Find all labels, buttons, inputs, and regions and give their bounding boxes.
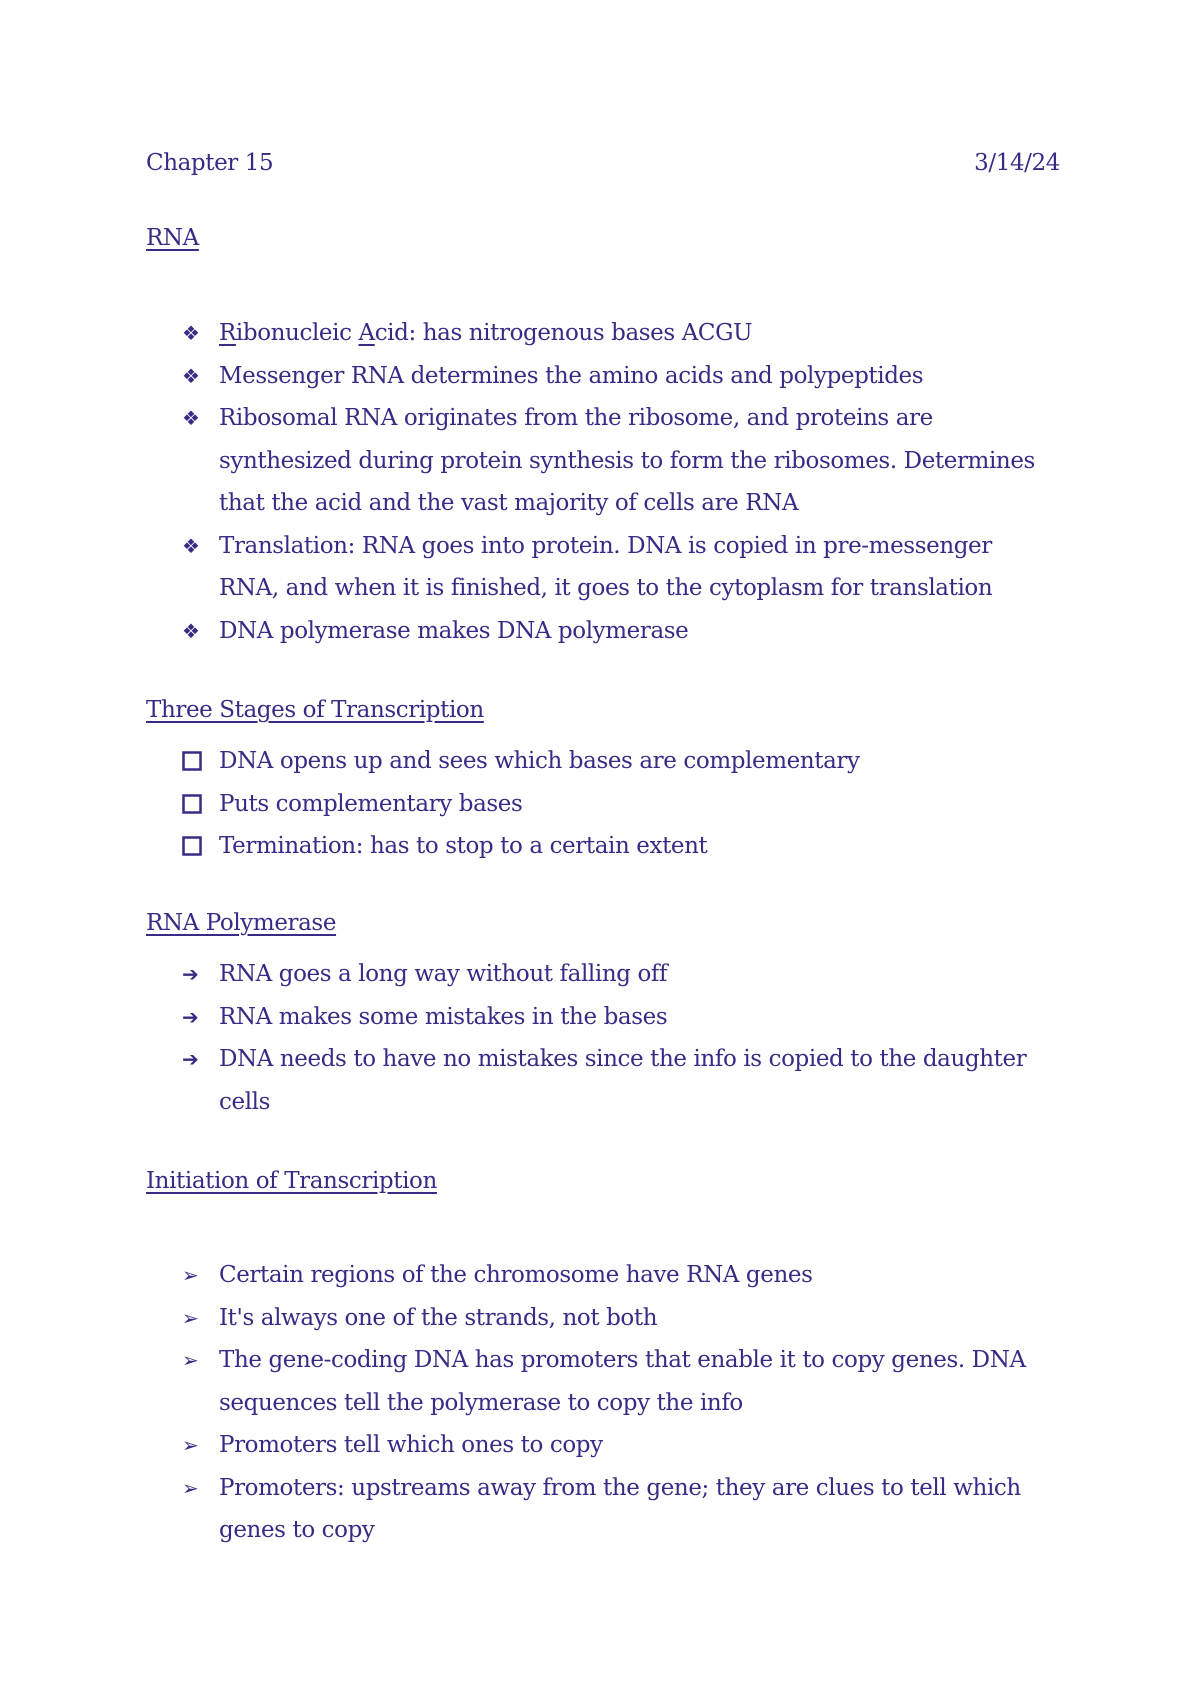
list-item: DNA opens up and sees which bases are complementary [0,740,1200,783]
diamond-bullet-icon: ❖ [182,363,200,388]
list-item: ➢ Certain regions of the chromosome have RNA genes [0,1254,1200,1297]
list-item: ➔ RNA makes some mistakes in the bases [0,996,1200,1039]
diamond-bullet-icon: ❖ [182,321,200,345]
heading-rna-polymerase: RNA Polymerase [146,910,337,936]
list-item: ❖ Messenger RNA determines the amino acids and polypeptides [0,355,1200,398]
heading-three-stages: Three Stages of Transcription [146,697,484,723]
list-item: ❖ DNA polymerase makes DNA polymerase [0,610,1200,653]
list-item: ➢ Promoters: upstreams away from the gene; they are clues to tell which genes to copy [0,1467,1200,1552]
polymerase-list [0,953,1200,1123]
heading-initiation: Initiation of Transcription [146,1168,437,1194]
checkbox-icon [182,740,208,783]
list-item: ➢ Promoters tell which ones to copy [0,1424,1200,1467]
diamond-bullet-icon: ❖ [182,406,200,430]
diamond-bullet-icon: ❖ [182,533,200,558]
arrowhead-right-icon: ➢ [182,1433,199,1457]
arrowhead-right-icon: ➢ [182,1475,199,1500]
list-item: Termination: has to stop to a certain extent [0,825,1200,868]
page-header [146,146,1060,180]
arrow-right-icon: ➔ [182,1047,199,1071]
note-date: 3/14/24 [974,150,1060,176]
list-item: ➔ RNA goes a long way without falling off [0,953,1200,996]
checkbox-icon [182,825,208,868]
stages-list [0,740,1200,868]
arrowhead-right-icon: ➢ [182,1348,199,1372]
arrowhead-right-icon: ➢ [182,1305,199,1330]
arrow-right-icon: ➔ [182,962,199,986]
chapter-title: Chapter 15 [146,150,274,176]
checkbox-icon [182,783,208,826]
heading-rna: RNA [146,225,199,251]
arrow-right-icon: ➔ [182,1004,199,1029]
diamond-bullet-icon: ❖ [182,618,200,643]
list-item: ➢ It's always one of the strands, not both [0,1297,1200,1340]
rna-list [0,312,1200,652]
list-item: ➔ DNA needs to have no mistakes since the info is copied to the daughter cells [0,1038,1200,1123]
list-item: ❖ Ribonucleic Acid: has nitrogenous bases ACGU [0,312,1200,355]
list-item: Puts complementary bases [0,783,1200,826]
list-item: ➢ The gene-coding DNA has promoters that enable it to copy genes. DNA sequences tell the polymerase to copy the info [0,1339,1200,1424]
arrowhead-right-icon: ➢ [182,1263,199,1287]
list-item: ❖ Ribosomal RNA originates from the ribosome, and proteins are synthesized during protein synthesis to form the ribosomes. Determines that the acid and the vast majority of cells are RNA [0,397,1200,525]
initiation-list [0,1254,1200,1552]
list-item: ❖ Translation: RNA goes into protein. DNA is copied in pre-messenger RNA, and when it is finished, it goes to the cytoplasm for translation [0,525,1200,610]
